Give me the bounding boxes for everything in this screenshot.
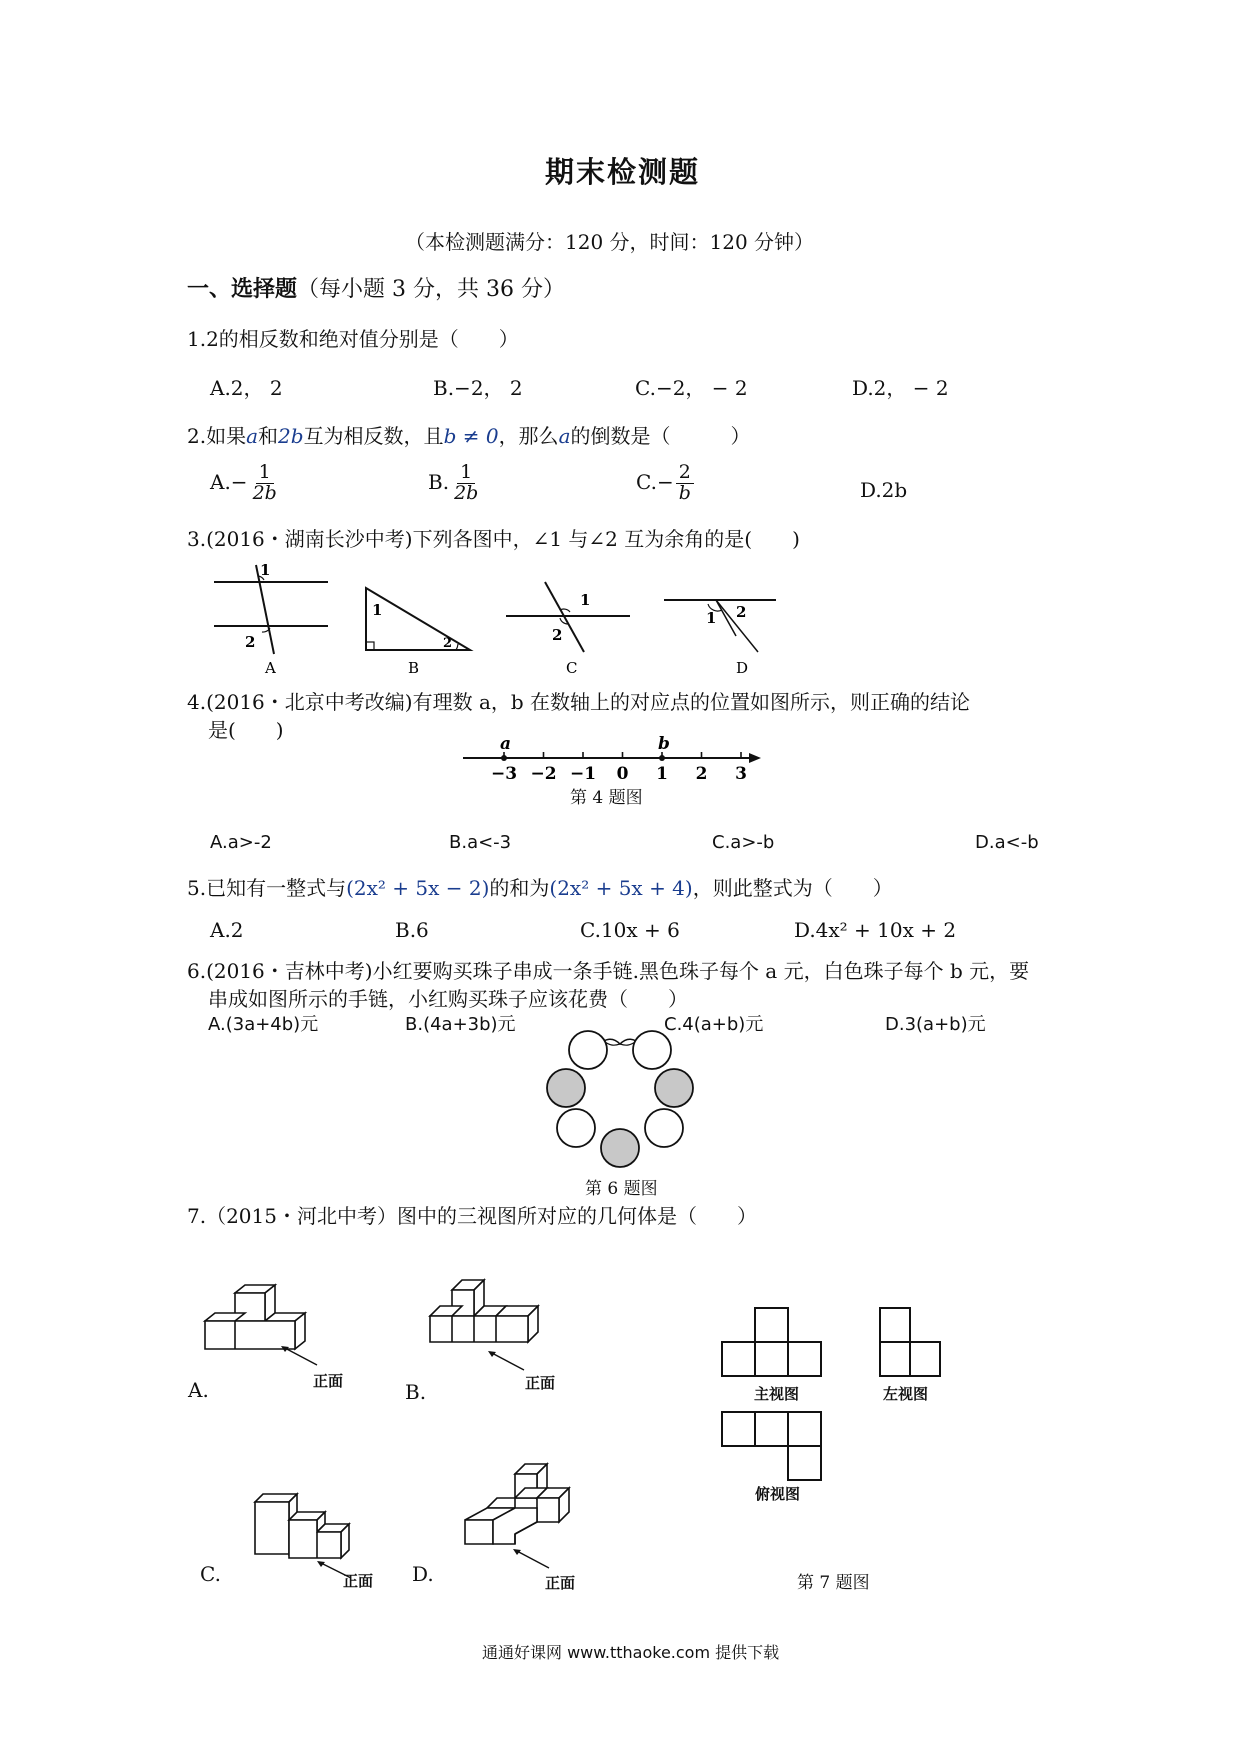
q2-text-pre: 2.如果 — [187, 424, 247, 448]
q5-text-mid: 的和为 — [489, 876, 550, 900]
black-bead — [655, 1069, 693, 1107]
number-line-tick-label: 1 — [656, 764, 668, 784]
q4-option-d: D.a<-b — [975, 832, 1039, 853]
q2-opt-a-den: 2b — [252, 481, 277, 504]
point-a-label: a — [500, 734, 512, 754]
q1-option-b: B.−2， 2 — [433, 376, 523, 400]
q3-figure-b — [366, 588, 470, 677]
q3a-angle2: 2 — [245, 633, 256, 651]
question-7: 7.（2015・河北中考）图中的三视图所对应的几何体是（ ） — [187, 1204, 757, 1228]
q2-var-a: a — [246, 424, 259, 448]
q2-condition: b ≠ 0 — [443, 424, 499, 448]
bracelet-figure — [540, 1030, 700, 1180]
q3-figure-a — [214, 561, 328, 677]
q2-opt-c-num: 2 — [676, 463, 694, 484]
page-title: 期末检测题 — [545, 155, 701, 189]
question-6-line1: 6.(2016・吉林中考)小红要购买珠子串成一条手链.黑色珠子每个 a 元，白色珠子每个 b 元，要 — [187, 959, 1030, 983]
q7-option-c: C. — [200, 1562, 221, 1586]
q2-opt-b-den: 2b — [454, 481, 479, 504]
q3-label-a: A — [265, 659, 276, 677]
q5-option-b: B.6 — [395, 918, 429, 942]
q3c-angle2: 2 — [552, 626, 563, 644]
exam-info: （本检测题满分：120 分，时间：120 分钟） — [405, 230, 815, 254]
number-line — [455, 736, 765, 786]
q2-text-post: ，那么 — [498, 424, 559, 448]
black-bead — [547, 1069, 585, 1107]
question-1: 1.2的相反数和绝对值分别是（ ） — [187, 327, 519, 351]
q2-option-b — [428, 463, 483, 504]
q2-text-and: 和 — [258, 424, 279, 448]
question-5 — [187, 872, 893, 901]
q5-option-a: A.2 — [210, 918, 244, 942]
q2-opt-b-prefix: B. — [428, 469, 450, 494]
q7-c-front-label: 正面 — [343, 1572, 374, 1590]
q2-option-c — [636, 463, 696, 504]
white-bead — [569, 1031, 607, 1069]
q7-solid-b — [430, 1272, 560, 1382]
q5-text-pre: 5.已知有一整式与 — [187, 876, 347, 900]
front-view-label: 主视图 — [754, 1385, 800, 1403]
q2-var-2b: 2b — [278, 424, 304, 448]
footer: 通通好课网 www.tthaoke.com 提供下载 — [482, 1643, 780, 1662]
black-bead — [601, 1129, 639, 1167]
top-view-label: 俯视图 — [755, 1485, 801, 1503]
q5-expr2: (2x² + 5x + 4) — [549, 876, 693, 900]
q3-figure-c — [506, 582, 630, 677]
left-view-label: 左视图 — [883, 1385, 929, 1403]
q6-option-b: B.(4a+3b)元 — [405, 1014, 516, 1035]
q7-option-d: D. — [412, 1562, 434, 1586]
q7-a-front-label: 正面 — [313, 1372, 344, 1390]
q2-opt-c-den: b — [678, 481, 691, 504]
number-line-tick-label: −3 — [490, 764, 518, 784]
q5-option-d: D.4x² + 10x + 2 — [794, 918, 957, 942]
question-2 — [187, 420, 751, 449]
question-6-line2: 串成如图所示的手链，小红购买珠子应该花费（ ） — [208, 987, 688, 1011]
q1-option-a: A.2， 2 — [210, 376, 283, 400]
section-title: 一、选择题 — [187, 276, 298, 302]
q7-solid-d — [465, 1460, 595, 1590]
q2-option-a — [210, 463, 282, 504]
number-line-tick-label: 2 — [695, 764, 708, 784]
q6-caption: 第 6 题图 — [585, 1179, 658, 1199]
white-bead — [645, 1109, 683, 1147]
q3a-angle1: 1 — [260, 561, 271, 579]
point-b-label: b — [658, 734, 670, 754]
q3-label-d: D — [736, 659, 749, 677]
q2-var-a2: a — [558, 424, 571, 448]
q4-caption: 第 4 题图 — [570, 788, 643, 808]
q7-solid-a — [205, 1275, 345, 1385]
q3c-angle1: 1 — [580, 591, 591, 609]
q4-option-b: B.a<-3 — [449, 832, 512, 853]
q2-opt-b-num: 1 — [457, 463, 475, 484]
q1-option-d: D.2， − 2 — [852, 376, 949, 400]
q3b-angle2: 2 — [443, 636, 453, 651]
q2-opt-a-prefix: A.− — [210, 469, 248, 494]
q3-label-b: B — [408, 659, 420, 677]
number-line-tick-label: −2 — [530, 764, 557, 784]
q6-option-a: A.(3a+4b)元 — [208, 1014, 319, 1035]
q3b-angle1: 1 — [372, 601, 383, 619]
number-line-tick-label: −1 — [569, 764, 597, 784]
q7-option-a: A. — [188, 1378, 209, 1402]
q5-text-end: ，则此整式为（ ） — [692, 876, 893, 900]
q3-figures — [200, 560, 800, 680]
q2-opt-c-prefix: C.− — [636, 469, 674, 494]
q3d-angle2: 2 — [736, 603, 747, 621]
q6-option-c: C.4(a+b)元 — [664, 1014, 764, 1035]
q6-option-d: D.3(a+b)元 — [885, 1014, 986, 1035]
q3d-angle1: 1 — [706, 609, 717, 627]
section-note: （每小题 3 分，共 36 分） — [297, 277, 565, 302]
question-4-line1: 4.(2016・北京中考改编)有理数 a，b 在数轴上的对应点的位置如图所示，则正确的结论 — [187, 690, 971, 714]
question-3: 3.(2016・湖南长沙中考)下列各图中，∠1 与∠2 互为余角的是( ) — [187, 527, 800, 551]
q5-expr1: (2x² + 5x − 2) — [346, 876, 490, 900]
q4-option-a: A.a>-2 — [210, 832, 272, 853]
q3-label-c: C — [566, 659, 578, 677]
q2-opt-a-num: 1 — [256, 463, 274, 484]
white-bead — [633, 1031, 671, 1069]
q1-option-c: C.−2， − 2 — [635, 376, 748, 400]
q5-option-c: C.10x + 6 — [580, 918, 680, 942]
q7-b-front-label: 正面 — [525, 1374, 556, 1392]
q7-solid-c — [255, 1490, 395, 1590]
number-line-tick-label: 0 — [616, 764, 629, 784]
q2-text-mid: 互为相反数，且 — [303, 424, 444, 448]
q7-caption: 第 7 题图 — [797, 1573, 870, 1593]
section-heading — [187, 272, 565, 303]
q3-figure-d — [664, 600, 776, 677]
q2-text-end: 的倒数是（ ） — [570, 424, 751, 448]
q2-option-d: D.2b — [860, 478, 908, 502]
number-line-tick-label: 3 — [735, 764, 747, 784]
q7-three-views — [722, 1308, 952, 1508]
q7-d-front-label: 正面 — [545, 1574, 576, 1592]
white-bead — [557, 1109, 595, 1147]
question-4-line2: 是( ) — [208, 718, 284, 742]
q7-option-b: B. — [405, 1380, 427, 1404]
q4-option-c: C.a>-b — [712, 832, 775, 853]
